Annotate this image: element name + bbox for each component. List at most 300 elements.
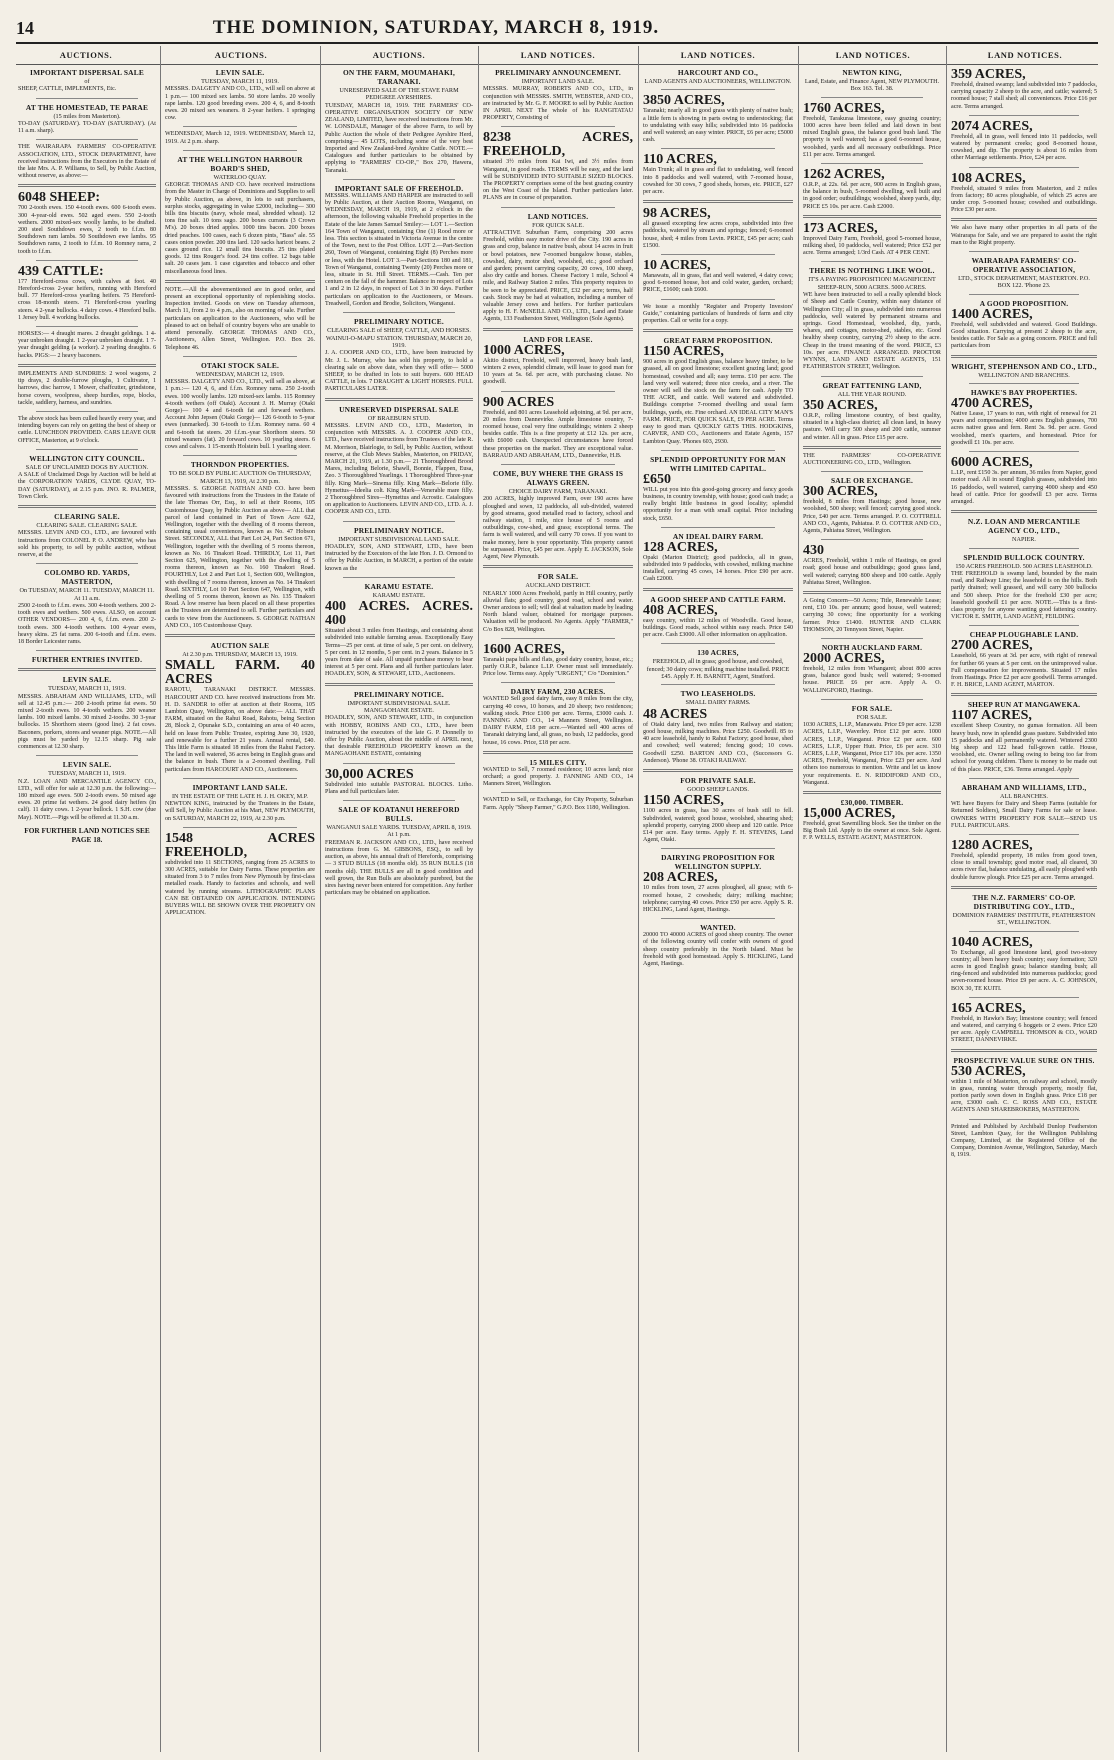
advertisement-figure: 4700 ACRES, [951,396,1033,412]
advertisement-heading: £30,000. TIMBER. [840,798,904,808]
advertisement-heading: AN IDEAL DAIRY FARM. [672,531,764,541]
divider [661,684,775,685]
advertisement-body: MESSRS. WILLIAMS AND HARPER are instructed to sell by Public Auction, at their Auction Rooms, Wanganui, on WEDNESDAY, MARCH 19, 1919, at 2 o'clock in the afternoon, the following valuable Freehold properties in the Estate of the late James Samuel Smiley:— LOT 1.—Section 164 Town of Wanganui, containing One (1) Rood more or less. This section is situated in Victoria Avenue in the centre of the Town, next to the Post Office. LOT 2.—Part-Section 260, Town of Wanganui, containing Eight (8) Perches more or less, with the Hotel. LOT 3.—Part-Sections 180 and 181, Town of Wanganui, containing Twenty (20) Perches more or less, situate in St. Hill Street. TERMS.—Cash. Ten per centum on the fall of the hammer. Balance in respect of Lots 1 and 2 in 12 days, in respect of Lot 3 in 30 days. Further particulars on application to the Auctioneers, or Messrs. Treadwell, Gordon and Brodie, Solicitors, Wanganui. [325,192,473,307]
footer-notice: FOR FURTHER LAND NOTICES SEE PAGE 18. [24,825,150,844]
column-auctions-2 [165,68,315,1753]
advertisement-figure: 30,000 ACRES [325,766,414,782]
advertisement-body: Taranaki papa hills and flats, good dairy country, house, etc.; partly O.R.P., balance L.I.P. Owner must sell immediately. Price low. Terms easy. Apply "URGENT," C/o "Dominion." [483,656,633,678]
advertisement [951,1056,1097,1115]
divider [343,763,455,764]
divider [969,834,1079,835]
advertisement-body: MESSRS. DALGETY AND CO., LTD., will sell on above at 1 p.m.— 100 mixed sex lambs. 50 store lambs. 20 woolly rape lambs. 120 good breeding ewes. 200 4, 6, and 8-tooth ewes. 20 mixed sex weaners. 8 2-year heifers. 1 springing cow. [165,86,315,122]
advertisement [483,572,633,634]
advertisement-subheading: At 2.30 p.m. THURSDAY, MARCH 13, 1919. [182,651,298,659]
divider [501,391,615,392]
advertisement [18,103,156,136]
advertisement-body: Improved Dairy Farm, Freehold, good 5-roomed house, milking shed, 10 paddocks, well watered; Price £52 per acre. Terms arranged; 1/3rd Cash. AT 4 PER CENT. [803,235,941,257]
advertisement-heading: PRELIMINARY NOTICE. [354,525,444,535]
page-number: 14 [16,18,34,38]
advertisement-body: Situated about 3 miles from Hastings, and containing about subdivided into suitable farming areas. Exceptionally Easy Terms—25 per cent. at time of sale, 5 per cent. on delivery, 5 per cent. in 12 months, 5 per cent. in 2 years. Balance in 5 years from date of sale. All unpaid purchase money to bear interest at 5 per cent. Plans and all further particulars later. HOADLEY, SON, & STEWART, LTD., Auctioneers. [325,628,473,678]
advertisement-subheading: 150 ACRES FREEHOLD. 500 ACRES LEASEHOLD. [955,562,1093,570]
advertisement-heading: FOR SALE. [537,572,579,582]
advertisement [483,687,633,746]
advertisement-body: We also have many other properties in all parts of the Wairarapa for Sale, and we are prepared to assist the right man to the Right property. [951,225,1097,246]
advertisement [18,416,156,445]
advertisement-heading: OTAKI STOCK SALE. [200,360,280,370]
advertisement-body: To Exchange, all good limestone land, good two-storey country; all been heavy bush country; easy formation; 320 acres in good English grass; balance standing bush; all ring-fenced and subdivided into numerous paddocks; good seven-roomed house. Price £9 per acre. A. C. JOHNSON, BOX 30, TE KUITI. [951,949,1097,992]
divider [969,383,1079,384]
advertisement [643,776,793,844]
advertisement [643,207,793,250]
advertisement-heading: FOR PRIVATE SALE. [680,775,756,785]
column-head-3: AUCTIONS. [372,50,426,60]
advertisement-figure: 900 ACRES [483,394,555,410]
advertisement-figure: 430 [803,543,824,559]
advertisement-subheading: NAPIER. [1012,536,1036,544]
advertisement [643,304,793,326]
advertisement [18,191,156,255]
advertisement-subheading: WATERLOO QUAY. [213,173,267,181]
advertisement-body: MESSRS. DALGETY AND CO., LTD., will sell as above, at 1 p.m.:— 120 4, 6, and f.f.m. Romney rams. 250 2-tooth ewes. 100 woolly lambs. 120 mixed-sex lambs. 115 Romney 4-tooth wethers (off Otaki). Account J. H. Murray (Otaki Gorge)— 100 4 and 6-tooth fat and forward wethers. Account John Jepsen (Otaki Gorge)— 126 6-tooth to 5-year ewes (unmarked). 30 6-tooth to f.f.m. Romney rams. 60 4 and 6-tooth fat steers. 20 f.f.m.-year Shorthorn steers. 50 mixed weaners (fat). 20 forward cows. 10 yearling steers. 6 cows and calves. 1 15-month Holstein bull. 1 yearling steer. [165,379,315,450]
advertisement-figure: 208 ACRES, [643,870,718,886]
divider [501,638,615,639]
divider [483,328,633,331]
divider [183,778,297,779]
advertisement-heading: PRELIMINARY NOTICE. [354,317,444,327]
divider [343,800,455,801]
divider [643,588,793,591]
advertisement [643,259,793,295]
advertisement-subheading: TUESDAY, MARCH 11, 1919. [48,685,126,693]
advertisement-body: NEWTON KING, instructed by the Trustees in the Estate, will Sell, by Public Auction at his Mart, NEW PLYMOUTH, on SATURDAY, MARCH 22, 1919, At 2.30 p.m. [165,801,315,822]
advertisement [803,798,941,843]
divider [483,565,633,568]
advertisement [18,144,156,180]
divider [501,126,615,127]
column-land-notices-2 [643,68,793,1753]
advertisement [483,396,633,460]
advertisement [951,783,1097,830]
advertisement-figure: 1280 ACRES, [951,838,1033,853]
advertisement-subheading: WELLINGTON AND BRANCHES. [978,371,1070,379]
advertisement [165,131,315,145]
advertisement-body: Freehold, all in grass, well fenced into 11 paddocks, well watered by permanent creeks; good 8-roomed house, cowshed, and dip. The property is about 16 miles from other Marriage settlements. Price, £24 per acre. [951,133,1097,162]
divider [661,148,775,149]
advertisement [803,168,941,211]
advertisement-body: MESSRS. ABRAHAM AND WILLIAMS, LTD., will sell at 12.45 p.m.:— 200 2-tooth prime fat ewes. 50 mixed 2-tooth ewes. 10 4-tooth wethers. 200 weaner lambs. 100 mixed lambs. 30 mixed 2-tooths. 30 3-year bullocks. 15 Shorthorn steers (good line). 2 fat cows. Baconers, porkers, stores and weaner pigs. NOTE.—All pigs must be yarded by 12.15 sharp. Pig sale commences at 12.30 sharp. [18,693,156,751]
masthead [16,12,1098,44]
advertisement-figure: 2000 ACRES, [803,650,885,666]
advertisement-body: Native Lease, 17 years to run, with right of renewal for 21 years and compensation; 4000 acres English grasses, 700 acres native grass and fern. Rent 3s. 9d. per acre. Good woolshed, men's quarters, and homestead. Price for goodwill £1 10s. per acre. [951,411,1097,446]
advertisement [18,675,156,751]
advertisement [803,381,941,442]
advertisement-body: within 1 mile of Masterton, on railway and school, mostly in grass, running water through property, mostly flat, portion partly sown down in English grass. Price £18 per acre, £3000 cash. C. C. ROSS AND CO., ESTATE AGENTS AND SHAREBROKERS, MASTERTON. [951,1078,1097,1114]
advertisement [325,690,473,759]
divider [36,260,138,261]
advertisement-figure: 110 ACRES, [643,152,717,168]
advertisement-heading: HAWKE'S BAY PROPERTIES. [970,388,1078,398]
advertisement [643,853,793,914]
advertisement-body: freehold, 12 miles from Whangarei; about 800 acres grass, balance good bush; well watered; 9-roomed house. PRICE £6 per acre. Apply A. O. WALLINGFORD, Hastings. [803,665,941,694]
advertisement-figure: 400 ACRES. ACRES. 400 [325,599,473,629]
advertisement-subheading: ALL THE YEAR ROUND. [837,390,907,398]
divider [343,179,455,180]
advertisement-body: We issue a monthly "Register and Property Investors' Guide," containing particulars of hundreds of farm and city properties. Call or write for a copy. [643,303,793,325]
advertisement-heading: THERE IS NOTHING LIKE WOOL. [809,266,935,276]
advertisement-subheading: OF BRAEBURN STUD. [367,414,431,422]
advertisement-figure: 3850 ACRES, [643,93,725,109]
advertisement-body: all grassed excepting few acres crops, subdivided into five paddocks, watered by stream and springs; fenced; 6-roomed house, shed; 4 miles from Levin. PRICE, £45 per acre; cash £1500. [643,221,793,249]
advertisement-body: ATTRACTIVE Suburban Farm, comprising 200 acres Freehold, within easy motor drive of the City. 190 acres in grass and crop, balance in native bush, about 14 acres in fruit or bowl potatoes, new 7-roomed bungalow house, stables, cowshed, dairy, motor shed, woolshed, etc.; good orchard and garden; present carrying capacity, 20 cows, 100 sheep, also dry cattle and horses. Cheese Factory 1 mile, School 4 mile, and Railway Station 2 miles. This property requires to be seen to be appreciated. PRICE, £32 per acre; terms, half cash. Stock may be had at valuation, including a number of valuable Jersey cows and heifers. For further particulars apply to H. F. McNEILL AND CO., LTD., Land and Estate Agents, 133 Featherston Street, Wellington (Sole Agents). [483,230,633,323]
divider [951,355,1097,358]
column-head-7: LAND NOTICES. [987,50,1063,60]
advertisement [951,936,1097,993]
advertisement-heading: LEVIN SALE. [62,675,112,685]
advertisement-body: Freehold, splendid property, 18 miles from good town, close to small township; good motor road, all cleared, 30 acres river flat, balance undulating, all easily ploughed with double furrow plough. Price £25 per acre. Terms arranged. [951,853,1097,881]
advertisement-body: HOADLEY, SON, AND STEWART, LTD., in conjunction with HOBBY, ROBINS AND CO., LTD., have been instructed by the executors of the late G. P. Donnelly to offer by Public Auction, about the middle of APRIL next, that desirable FREEHOLD PROPERTY known as the MANGAOHANE ESTATE, containing [325,715,473,758]
divider [343,521,455,522]
advertisement-body: A SALE of Unclaimed Dogs by Auction will be held at the CORPORATION YARDS, CLYDE QUAY, TO-DAY (SATURDAY), at 2.15 p.m. JNO. R. PALMER, Town Clerk. [18,472,156,500]
divider [951,510,1097,513]
advertisement-body: Main Trunk; all in grass and flat to undulating, well fenced into 8 paddocks and well watered, with 7-roomed house, cowshed for 30 cows, 7 good sheds, horses, etc. PRICE, £27 per acre. [643,167,793,196]
advertisement [643,153,793,196]
advertisement-heading: GREAT FATTENING LAND, [822,380,922,390]
column-head-5: LAND NOTICES. [680,50,756,60]
advertisement [165,361,315,451]
advertisement-body: NEARLY 1000 Acres Freehold, partly in Hill country, partly alluvial flats; good country, good road, school and water. Owner anxious to sell; will deal at valuation made by leading North Island valuer, obtained for mortgage purposes. Valuation will be produced. No Agents. Apply "FARMER," C/o Box 828, Wellington. [483,590,633,633]
advertisement [325,526,473,573]
advertisement-heading: COLOMBO RD. YARDS, MASTERTON, [44,568,130,587]
advertisement-body: Taranaki; nearly all in good grass with plenty of native bush; a little fern is showing in parts owing to understocking; flat to undulating with easy hills; subdivided into 16 paddocks and well watered; an easy winter. PRICE, £6 per acre; £5000 cash. [643,108,793,144]
divider [951,693,1097,696]
advertisement [951,839,1097,882]
advertisement-heading: WELLINGTON CITY COUNCIL. [29,453,145,463]
advertisement-figure: 1150 ACRES, [643,793,724,809]
advertisement-subheading: (15 miles from Masterton). [53,112,121,120]
divider [661,848,775,849]
divider [661,254,775,255]
column-land-notices-3 [803,68,941,1753]
advertisement-body: HOADLEY, SON, AND STEWART, LTD., have been instructed by the Executors of the late Hon. J. D. Ormond to offer by Public Auction, in MARCH, a portion of the estate known as the [325,543,473,572]
advertisement-body: MESSRS. LEVIN AND CO., LTD., Masterton, in conjunction with MESSRS. A. J. COOPER AND CO., LTD., have received instructions from Trustees of the late R. M. Morrison, Blairlogie, to Sell, by Public Auction, without reserve, at the Club Mews Stables, Masterton, on FRIDAY, MARCH 21, 1919, at 1.30 p.m.— 21 Thoroughbred Brood Mares, including Belorie, Shawll, Bonnie, Flappen, Eusa, Zeo. 3 Thoroughbred Yearlings. 1 Thoroughbred Three-year filly. King Mark—Sinema filly. King Mark—Belorie filly. Hymettus—Ideelia colt. King Mark—Venerable mare filly. 2 Thoroughbred Sires—Hymettus and Acrostic. Catalogues on application to Auctioneers. LEVIN AND CO., LTD. A. J. COOPER AND CO., LTD. [325,422,473,516]
advertisement-figure: 2074 ACRES, [951,118,1033,134]
advertisement [18,331,156,360]
divider [821,471,923,472]
advertisement-heading: FOR SALE. [851,703,893,713]
divider [643,769,793,772]
advertisement [18,68,156,94]
divider [951,1049,1097,1052]
advertisement-heading: CLEARING SALE. [54,511,120,521]
advertisement-subheading: IMPORTANT SUBDIVISIONAL LAND SALE. [338,535,460,543]
advertisement-subheading: WANGANUI SALE YARDS. TUESDAY, APRIL 8, 1919. At 1 p.m. [326,824,472,839]
advertisement-heading: N.Z. LOAN AND MERCANTILE AGENCY CO., LTD., [967,517,1081,536]
advertisement-heading: IMPORTANT DISPERSAL SALE [30,68,144,77]
advertisement-body: A Going Concern—50 Acres; Title, Renewable Lease; rent, £10 10s. per annum; good house, well watered; carrying 30 cows; fine opportunity for a working farmer. Price £1400. HUNTER AND CLARK THOMSON, 20 Tennyson Street, Napier. [803,597,941,633]
advertisement-subheading: GOOD SHEEP LANDS. [687,785,749,793]
advertisement [803,68,941,93]
column-head-2: AUCTIONS. [214,50,268,60]
advertisement-subheading: TUESDAY, MARCH 11, 1919. [201,78,279,85]
advertisement-body: The above stock has been culled heavily every year, and intending buyers can rely on getting the best of sheep or cattle. LUNCHEON PROVIDED. CARS LEAVE OUR OFFICE, Masterton, at 9 o'clock. [18,415,156,444]
advertisement [951,1002,1097,1045]
advertisement-subheading: ALL BRANCHES. [1000,792,1048,800]
divider [183,827,297,828]
advertisement-heading: A GOOD SHEEP AND CATTLE FARM. [650,594,786,604]
advertisement-body: freehold, 8 miles from Hastings; good house, new woolshed, 500 sheep; well fenced; carrying good stock. Price, £40 per acre. Terms arranged. P. O. COTTRELL AND CO., Agents, Pahiatua. P. O. COTTER AND CO., Agents, Pahiatua Street, Wellington. [803,499,941,534]
advertisement-figure: 6000 ACRES, [951,455,1033,471]
advertisement [643,68,793,85]
advertisement [951,700,1097,773]
advertisement-figure: 1150 ACRES, [643,344,724,360]
divider [821,97,923,98]
advertisement-heading: PRELIMINARY NOTICE. [354,689,444,699]
advertisement-body: Freehold, in Hawke's Bay; limestone country; well fenced and watered, and carrying 6 hoggets or 2 ewes. Price £20 per acre. Apply CAMPBELL THOMSON & CO., WARD STREET, DANNEVIRKE. [951,1015,1097,1044]
advertisement-figure: 1262 ACRES, [803,167,885,183]
advertisement-subheading: AUCKLAND DISTRICT. [525,582,591,590]
divider [951,886,1097,889]
divider [483,751,633,754]
advertisement-body: WANTED to Sell, or Exchange, for City Property, Suburban Farm. Apply "Sheep Farmer," G.P.O. Box 1180, Wellington. [483,797,633,811]
advertisement-figure: 530 ACRES, [951,1063,1026,1079]
column-rule [798,46,799,1752]
advertisement [951,299,1097,351]
divider [36,755,138,756]
advertisement-body: MESSRS. S. GEORGE NATHAN AND CO. have been favoured with instructions from the Trustees in the Estate of the late Thomas Orr, Esq., to sell at their Rooms, 105 Customhouse Quay, by Public Auction as above— ALL that parcel of land contained in Part of Town Acre 622, Wellington, together with the dwelling of 8 rooms thereon, containing usual conveniences, known as No. 47 Hobson Street. SECONDLY, ALL that Part Lot 24, Part Section 671, Wellington, together with the dwelling of 5 rooms thereon, known as No. 16 Tinakori Road. THIRDLY, Lot 11, Part Section 625, Wellington, together with the dwelling of 5 rooms thereon, known as No. 160 Tinakori Road. FOURTHLY, Lot 2 and Part Lot 1, Section 600, Wellington, with dwelling of 7 rooms thereon, known as No. 14 Tinakori Road. SIXTHLY, Lot 10 Part Section 647, Wellington, with dwelling of 5 rooms thereon, known as No. 135 Tinakori Road. A low reserve has been placed on all these properties as the Trustees are determined to sell. Further particulars and cards to view from the Auctioneers. S. GEORGE NATHAN AND CO., 105 Customhouse Quay. [165,485,315,629]
advertisement-heading: ABRAHAM AND WILLIAMS, LTD., [961,782,1087,792]
advertisement [483,335,633,387]
advertisement-body: GEORGE THOMAS AND CO. have received instructions from the Master in Charge of Dominions and Supplies to sell by Public Auction, as above, in lots to suit purchasers, surplus stocks, aggregating in value £2000, including— 300 bills tins biscuits (navy, whole meal, shredded wheat). 12 tons fine salt. 10 tons sago. 200 boxes currants (3 Crown M's). 20 boxes dried apples. 1000 tins bacon. 200 boxes dried peaches. 100 cases, each 6 dozen pints, "Bass" ale. 55 cases onion powder. 200 tins lard. 120 sacks haricot beans. 2 cases ground rice. 12 small tins biscuits. 25 tins plated goods. 12 tins Rouger's food. 24 tins coffee. 12 bags table salt. 20 cases jam. 1 case cigarettes and tobacco and other miscellaneous food lines. [165,182,315,275]
divider [165,634,315,637]
advertisement-subheading: CHOICE DAIRY FARM, TARANAKI. [508,487,608,495]
advertisement-body: Printed and Published by Archibald Dunlop Featherston Street, Lambton Quay, for the Wellington Publishing Company, Limited, at the Registered Office of the Company, Dominion Avenue, Wellington, Saturday, March 8, 1919. [951,1123,1097,1159]
advertisement-body: 200 ACRES, highly improved Farm, over 190 acres have ploughed and sown, 12 paddocks, all sub-divided, watered by good streams, good metalled road to factory, school and railway station, 1 mile, nice house of 5 rooms and outbuildings, cow-shed, and grass; exceptional terms. The farm is well watered, and will carry 70 cows. If you want to make money, here is your opportunity. This property cannot be surpassed. Price, £45 per acre. Apply E. JACKSON, Sole Agent, New Plymouth. [483,496,633,560]
advertisement-heading: GREAT FARM PROPOSITION. [663,336,773,346]
advertisement [18,760,156,822]
advertisement-heading: SPLENDID OPPORTUNITY FOR MAN WITH LIMITED CAPITAL. [650,454,786,473]
divider [661,299,775,300]
advertisement [325,768,473,796]
advertisement-body: TUESDAY, MARCH 18, 1919. THE FARMERS' CO-OPERATIVE ORGANISATION SOCIETY OF NEW ZEALAND, LIMITED, have received instructions from Mr. W. LONSDALE, Manager of the above Farm, to sell by Public Auction the whole of their Pedigree Ayrshire Herd, comprising— 45 LOTS, including some of the very best Imported and New Zealand-bred Ayrshire Cattle. NOTE.—Catalogues and further particulars to be obtained by applying to "FARMERS' CO-OP.," Box 270, Hawera, Taranaki. [325,102,473,174]
advertisement-heading: WAIRARAPA FARMERS' CO-OPERATIVE ASSOCIATION, [971,256,1077,275]
advertisement-subheading: TO BE SOLD BY PUBLIC AUCTION On THURSDAY, MARCH 13, 1919, At 2.30 p.m. [168,470,312,485]
advertisement-subheading: KARAMU ESTATE. [372,591,426,599]
divider [969,251,1079,252]
advertisement-subheading: FOR QUICK SALE. [532,221,584,229]
divider [36,326,138,327]
advertisement [18,568,156,646]
advertisement [483,212,633,324]
advertisement-figure: 128 ACRES, [643,539,718,555]
advertisement-body: 177 Hereford-cross cows, with calves at foot. 40 Hereford-cross 2-year heifers, running with Hereford bull. 77 Hereford-cross yearling heifers. 75 Hereford-cross 18-month steers. 71 Hereford-cross yearling steers. 4 2-year bullocks. 4 dairy cows. 4 Hereford bulls. 1 Jersey bull. 4 working bullocks. [18,278,156,321]
advertisement [951,225,1097,247]
advertisement-figure: 300 ACRES, [803,484,878,500]
advertisement-body: Freehold, great Sawmilling block. See the timber on the Big Bush Ltd. Apply to the owner at once. Sole Agent. F. P. WELLS, ESTATE AGENT, MASTERTON. [803,821,941,842]
advertisement-figure: 15,000 ACRES, [803,806,896,822]
divider [183,126,297,127]
advertisement-figure: 1107 ACRES, [951,708,1032,724]
advertisement-figure: 165 ACRES, [951,1000,1026,1016]
divider [821,638,923,639]
advertisement-subheading: FREEHOLD, all in grass; good house, and cowshed, fenced; 30 dairy cows; milking machine installed. PRICE £45. Apply F. H. BARNITT, Agent, Stratford. [646,658,790,680]
divider [969,115,1079,116]
divider [501,682,615,683]
advertisement-body: SHEEP, CATTLE, IMPLEMENTS, Etc. [18,86,117,93]
advertisement-body: Manawatu, all in grass, flat and well watered, 4 dairy cows; good 6-roomed house, hot and cold water, garden, orchard; PRICE, £1600; cash £600. [643,273,793,294]
divider [803,446,941,449]
advertisement-subheading: IMPORTANT LAND SALE. [521,78,595,85]
divider [643,329,793,332]
advertisement-heading: NORTH AUCKLAND FARM. [821,642,923,652]
advertisement [483,131,633,202]
advertisement [803,704,941,787]
divider [661,450,775,451]
advertisement [951,172,1097,215]
advertisement-heading: ON THE FARM, MOUMAHAKI, TARANAKI. [342,68,456,86]
advertisement-heading: SHEEP RUN AT MANGAWEKA. [967,700,1081,710]
advertisement-heading: 15 MILES CITY. [529,757,587,767]
advertisement-body: L.I.P., rent £150 3s. per annum, 36 miles from Napier, good motor road. All in sound English grasses, subdivided into 16 paddocks, well watered, carrying 4000 sheep and 450 head of cattle. Price for goodwill £3 per acre. Terms arranged. [951,470,1097,505]
advertisement-heading: COME, BUY WHERE THE GRASS IS ALWAYS GREEN. [492,468,624,487]
divider [36,650,138,651]
advertisement [643,648,793,680]
advertisement-figure: 439 CATTLE: [18,263,104,279]
divider [803,215,941,218]
advertisement-body: Freehold, well subdivided and watered. Good Buildings. Good situation. Carrying at present 2 sheep to the acre, besides cattle. For Sale as a going concern. PRICE and full particulars from [951,321,1097,350]
advertisement-figure: 1600 ACRES, [483,641,565,657]
advertisement [951,456,1097,506]
advertisement-body: of Otaki dairy land, two miles from Railway and station; good house, milking machines. Price £250. Goodwill. 85 to 40 acre leasehold, handy to Rahui Factory; good house, shed and cowshed; well watered; fencing good; 10 cows. Goodwill £250. BARTON AND CO., (Successors G. Anderson). 'Phone 38. OTAKI RAILWAY. [643,721,793,764]
advertisement-body: situated 3½ miles from Kai Iwi, and 3½ miles from Wanganui, in good roads. TERMS will be easy, and the land will be SUBDIVIDED INTO SUITABLE SIZED BLOCKS. The PROPERTY comprises some of the best grazing country on the West Coast of the Island. Further particulars later. PLANS are in course of preparation. [483,159,633,202]
advertisement-body: Freehold, drained swamp; land subdivided into 7 paddocks, carrying capacity 2 sheep to the acre, and cattle; watered; 5 roomed house; 7 stall shed; all conveniences. Price £16 per acre. Terms arranged. [951,82,1097,110]
advertisement [643,455,793,523]
advertisement-body: HORSES:— 4 draught mares. 2 draught geldings. 1 4-year unbroken draught. 1 2-year unbroken draught. 1 7-year draught gelding (a worker). 2 yearling draughts. 6 hacks. PIGS:— 2 heavy baconers. [18,331,156,359]
advertisement-body: easy country, within 12 miles of Woodville. Good house, buildings. Good roads, school within easy reach. Price £40 per acre. Cash £3000. All other information on application. [643,617,793,638]
advertisement-heading: PRELIMINARY ANNOUNCEMENT. [495,68,621,77]
divider [343,312,455,313]
advertisement-heading: TWO LEASEHOLDS. [680,689,756,699]
advertisement [325,68,473,175]
advertisement-body: WEDNESDAY, March 12, 1919. WEDNESDAY, March 12, 1919. At 2 p.m. sharp. [165,131,315,145]
divider [821,539,923,540]
advertisement-body: RAROTU, TARANAKI DISTRICT. MESSRS. HARCOURT AND CO. have received instructions from Mr. H. D. SANDER to offer at auction at their Rooms, 105 Lambton Quay, Wellington, on above date:— ALL THAT FARM, situated on the Rahui Road, Rahotu, being Section 28, Block 2, Opunake S.D., containing an area of 40 acres, held on lease from Public Trustee, expiring June 30, 1920, and renewable for a further 21 years. Annual rental, £40. This little Farm is situated 18 miles from the Rahui Factory. The land in well watered, 36 acres being in English grass and the balance in bush. There is a 2-roomed dwelling. Full particulars from HARCOURT AND CO., Auctioneers. [165,687,315,773]
advertisement-body: 2500 2-tooth to f.f.m. ewes. 300 4-tooth wethers. 200 2-tooth ewes and wethers. 500 ewes. ALSO, on account OTHER VENDORS— 200 4, 6, f.f.m. ewes. 200 2-tooth ewes. 300 4-tooth wethers. 100 4-year ewes, heavy skins. 25 fat rams. 200 6-tooth and f.f.m. ewes. 18 Border Leicester rams. [18,602,156,645]
advertisement-body: NOTE.—All the abovementioned are in good order, and present an exceptional opportunity of replenishing stocks. Inspection invited. Goods on view on Tuesday afternoon, March 11, from 2 to 4 p.m., also on morning of sale. Further particulars on application to the Auctioneers, who will be pleased to act on behalf of country buyers who are unable to attend personally. GEORGE THOMAS AND CO., Auctioneers, Allen Street, Wellington. P.O. Box 26. Telephone 46. [165,286,315,351]
divider [803,591,941,594]
divider [36,411,138,412]
column-auctions-3 [325,68,473,1753]
advertisement-heading: PROSPECTIVE VALUE SURE ON THIS. [953,1055,1095,1065]
advertisement-subheading: CLEARING SALE. CLEARING SALE. [36,521,138,529]
divider [183,356,297,357]
advertisement-body: O.R.P., rolling limestone country, of best quality, situated in a high-class district; all clean land, in heavy pasture. Will carry 500 sheep and 200 cattle, summer and winter. All in grass. Price £15 per acre. [803,412,941,441]
advertisement-body: IMPLEMENTS AND SUNDRIES: 2 wool wagons, 2 tip drays, 2 double-furrow ploughs, 1 Cultivator, 1 harrows, disc harrow, 1 Mower, chaffcutter, grindstone, horse covers, woolpress, sheep hurdles, rope, blocks, tackle, saddlery, harness, and sundries. [18,370,156,406]
advertisement-body: Freehold, Tarakuraa limestone, easy grazing country; 1000 acres have been felled and laid down in best mixed English grass, the balance good bush land. The property is well watered; has a good 6-roomed house, woolshed, yards and all necessary outbuildings. Price £11 per acre. Terms arranged. [803,115,941,158]
advertisement [325,184,473,308]
advertisement-figure: 1040 ACRES, [951,934,1033,950]
advertisement-subheading: IT'S A PAYING PROPOSITION! MAGNIFICENT SHEEP-RUN, 5000 ACRES. 5000 ACRES. [808,276,936,291]
advertisement [165,832,315,918]
column-land-notices-1 [483,68,633,1753]
advertisement-body: 700 2-tooth ewes. 150 4-tooth ewes. 600 6-tooth ewes. 300 4-year-old ewes. 502 aged ewes. 550 2-tooth wethers. 2000 mixed-sex woolly lambs, to be drafted. 200 steel Southdown ewes, 2 tooth to f.f.m. 80 Southdown ram lambs. 50 Southdown ewe lambs. 95 Southdown rams, 2 tooth to f.f.m. 10 Romney rams, 2 tooth to f.f.m. [18,205,156,255]
divider [951,218,1097,221]
divider [821,699,923,700]
advertisement-heading: AUCTION SALE [210,641,270,651]
advertisement-heading: UNRESERVED DISPERSAL SALE [339,404,459,414]
divider [661,89,775,90]
advertisement-figure: 359 ACRES, [951,68,1026,82]
advertisement-figure: 350 ACRES, [803,397,878,413]
advertisement-figure: 10 ACRES, [643,258,711,274]
advertisement [483,758,633,789]
column-head-6: LAND NOTICES. [835,50,911,60]
advertisement [951,893,1097,927]
advertisement [643,595,793,640]
column-rule [478,46,479,1752]
column-auctions-1 [18,68,156,1753]
advertisement [483,643,633,679]
advertisement-body: MESSRS. MURRAY, ROBERTS AND CO., LTD., in conjunction with MESSRS. SMITH, WEBSTER, AND CO., are instructed by Mr. G. F. MOORE to sell by Public Auction IN APRIL NEXT The whole of his RANGITATAU PROPERTY, Consisting of [483,86,633,122]
advertisement-heading: NEWTON KING, [842,68,902,77]
divider [661,527,775,528]
divider [18,184,156,187]
advertisement-subheading: LTD., STOCK DEPARTMENT, MASTERTON. P.O. BOX 122. 'Phone 23. [958,275,1090,290]
advertisement-body: Leasehold, 66 years at 3d. per acre, with right of renewal for further 66 years at 5 per cent. on the unimproved value. Full compensation for improvements. Situated 17 miles from Hastings. Price £2 per acre goodwill. Terms arranged. F. H. BRICE, LAND AGENT, MARTON. [951,653,1097,689]
advertisement-body: 20000 TO 40000 ACRES of good sheep country. The owner of the following country will confer with owners of good sheep country preferably in the North Island. Must be freehold with good homestead. Apply S. HICKLING, Land Agent, Hastings. [643,932,793,968]
advertisement [483,797,633,811]
advertisement-body: 10 miles from town, 27 acres ploughed, all grass; with 6-roomed house, 2 cowsheds; dairy; milking machine; telephone; carrying 40 cows. Price £50 per acre. Apply S. R. HICKLING, Land Agent, Hastings. [643,885,793,914]
advertisement-heading: DAIRYING PROPOSITION FOR WELLINGTON SUPPLY. [661,853,775,872]
advertisement [803,102,941,159]
advertisement-figure: 48 ACRES [643,706,708,722]
advertisement-subheading: IN THE ESTATE OF THE LATE H. J. H. OKEY, M.P. [172,792,308,800]
column-headings [16,46,1098,65]
advertisement [643,94,793,144]
divider [343,577,455,578]
advertisement-figure: 173 ACRES, [803,220,878,236]
advertisement-body: WE have Buyers for Dairy and Sheep Farms (suitable for Returned Soldiers), Small Dairy Farms for sale or lease. OWNERS WITH PROPERTY FOR SALE—SEND US FULL PARTICULARS. [951,801,1097,829]
divider [821,261,923,262]
column-head-4: LAND NOTICES. [520,50,596,60]
advertisement-heading: IMPORTANT LAND SALE. [192,782,288,792]
advertisement-figure: 1760 ACRES, [803,100,885,116]
divider [325,398,473,401]
advertisement-subheading: DOMINION FARMERS' INSTITUTE, FEATHERSTON ST., WELLINGTON. [952,911,1096,927]
advertisement-figure: 8238 ACRES, FREEHOLD, [483,130,633,160]
advertisement-heading: SALE OF KOATANUI HEREFORD BULLS. [338,805,460,824]
divider [643,200,793,203]
divider [501,792,615,793]
advertisement-heading: 130 ACRES, [697,648,739,658]
advertisement-body: 1100 acres in grass, has 30 acres of bush still to fell. Subdivided, watered; good house, woolshed, shearing shed; splendid property, carrying 2000 sheep and 120 cattle. Price £14 per acre. Easy terms. Apply F. H. STEVENS, Land Agent, Otaki. [643,808,793,844]
advertisement-heading: LAND NOTICES. [527,211,589,221]
advertisement [803,476,941,535]
advertisement-body: THE WAIRARAPA FARMERS' CO-OPERATIVE ASSOCIATION, LTD., STOCK DEPARTMENT, have received instructions from the Executors in the Estate of the late Mrs. A. P. Williams, to Sell, by Public Auction, without reserve, as above:— [18,144,156,180]
advertisement-body: TO-DAY (SATURDAY). TO-DAY (SATURDAY). (At 11 a.m. sharp). [18,121,156,135]
advertisement [803,598,941,634]
advertisement [803,544,941,587]
divider [36,139,138,140]
advertisement [643,336,793,445]
divider [821,376,923,377]
advertisement [803,453,941,467]
divider [661,643,775,644]
advertisement-subheading: SALE OF UNCLAIMED DOGS BY AUCTION. [25,463,149,471]
advertisement-subheading: IMPORTANT SUBDIVISIONAL SALE. MANGAOHANE ESTATE. [347,699,451,715]
advertisement-subheading: of [84,78,90,85]
advertisement-body: Freehold, and 801 acres Leasehold adjoining, at 9d. per acre, 20 miles from Dannevirke. Ample limestone country, 7-roomed house, coal very fine outbuildings; winters 2 sheep besides cattle. This is a fine property at £12 12s. per acre, with £6000 cash. Unexpected circumstances have forced these properties on the market. They are exceptional value. BARRAUD AND ABRAHAM, LTD., Dannevirke, H.B. [483,409,633,459]
advertisement-body: THE FARMERS' CO-OPERATIVE AUCTIONEERING CO., LTD., Wellington. [803,452,941,466]
